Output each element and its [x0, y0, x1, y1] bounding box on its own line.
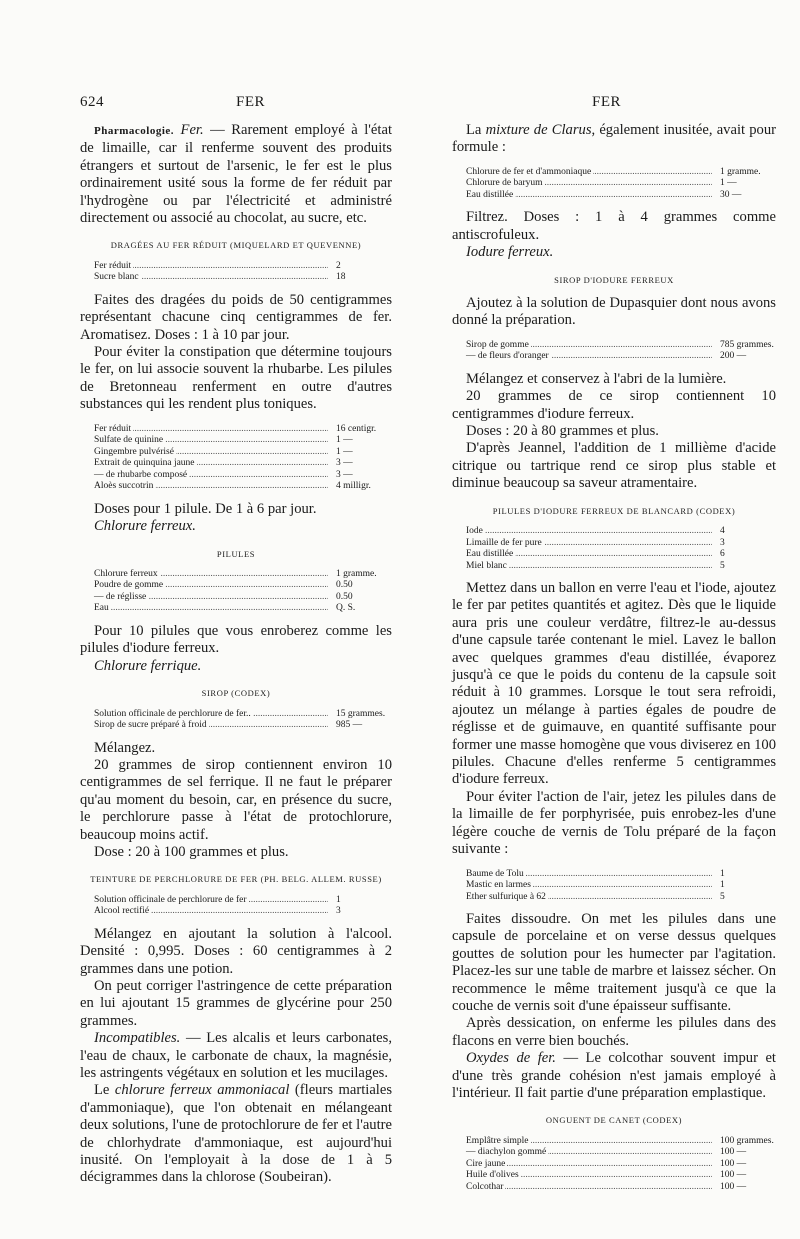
recipe-title: SIROP D'IODURE FERREUX — [554, 274, 674, 285]
paragraph: Pour éviter l'action de l'air, jetez les pilules dans de la limaille de fer porphyrisée, puis enrobez-les d'une légère couche de vernis de Tolu préparé de la façon suivante : — [452, 788, 776, 858]
recipe-row — [80, 261, 392, 273]
recipe-row — [452, 351, 776, 363]
recipe-row — [452, 190, 776, 202]
recipe-title: PILULES — [216, 548, 256, 559]
ingredient-name: Limaille de fer pure — [466, 537, 542, 548]
ingredient-name: Alcool rectifié — [94, 906, 150, 917]
paragraph: Mélangez. — [94, 739, 156, 756]
ingredient-name: Solution officinale de perchlorure de fer.. — [94, 708, 251, 719]
ingredient-quantity: 100 — — [720, 1181, 747, 1192]
recipe-row — [80, 481, 392, 493]
ingredient-name: Fer réduit — [94, 260, 132, 271]
paragraph: Filtrez. Doses : 1 à 4 grammes comme antiscrofuleux. — [452, 209, 776, 243]
recipe-row — [80, 435, 392, 447]
recipe-row — [452, 880, 776, 892]
paragraph: La mixture de Clarus, également inusitée, avait pour formule : — [452, 122, 776, 156]
ingredient-name: Miel blanc — [466, 560, 507, 571]
ingredient-name: Poudre de gomme — [94, 580, 164, 591]
recipe-table — [80, 261, 392, 284]
recipe-row — [452, 526, 776, 538]
recipe-row — [80, 447, 392, 459]
ingredient-quantity: 16 centigr. — [336, 423, 377, 434]
ingredient-quantity: 1 — [720, 880, 725, 890]
ingredient-name: — diachylon gommé — [466, 1147, 547, 1158]
recipe-row — [80, 580, 392, 592]
ingredient-quantity: 100 — — [720, 1147, 747, 1158]
recipe-title: ONGUENT DE CANET (CODEX) — [545, 1115, 683, 1126]
section-lead: Pharmacologie. — [94, 125, 175, 137]
recipe-row — [80, 603, 392, 615]
ingredient-quantity: 3 — [336, 906, 341, 917]
recipe-table — [80, 709, 392, 732]
ingredient-name: — de rhubarbe composé — [94, 469, 188, 480]
paragraph: Pour éviter la constipation que détermine toujours le fer, on lui associe souvent la rhubarbe. Les pilules de Bretonneau renferment en outre d'autres substances qui les rendent plus toniques. — [80, 344, 392, 413]
recipe-title: PILULES D'IODURE FERREUX DE BLANCARD (CODEX) — [492, 505, 736, 516]
ingredient-quantity: 30 — — [720, 189, 742, 200]
ingredient-quantity: 1 — — [336, 446, 353, 457]
left-column — [80, 122, 392, 1187]
right-column — [452, 122, 776, 1201]
ingredient-name: Colcothar — [466, 1181, 504, 1192]
paragraph: Pour 10 pilules que vous enroberez comme les pilules d'iodure ferreux. — [80, 622, 392, 657]
ingredient-quantity: 5 — [720, 891, 725, 902]
ingredient-quantity: 6 — [720, 549, 725, 559]
ingredient-name: Cire jaune — [466, 1158, 506, 1169]
ingredient-quantity: 1 — [720, 868, 725, 879]
page-number: 624 — [80, 94, 104, 110]
pharmacologie-paragraph: Pharmacologie. Fer. — Rarement employé à l'état de limaille, car il renferme souvent des produits étrangers et surtout de l'arsenic, le fer est le plus ordinairement usité sous la forme de fer réduit par l'hydrogène ou par l'électricité et administré directement ou associé au chocolat, au sucre, etc. — [80, 122, 392, 227]
recipe-row — [80, 895, 392, 907]
running-title-left: FER — [236, 94, 266, 110]
ingredient-quantity: 3 — [720, 537, 725, 548]
paragraph: Doses : 20 à 80 grammes et plus. — [466, 422, 659, 439]
recipe-table — [452, 526, 776, 572]
paragraph: Le chlorure ferreux ammoniacal (fleurs martiales d'ammoniaque), que l'on obtenait en mélangeant deux solutions, l'une de protochlorure de fer et l'autre de chlorhydrate d'ammoniaque, est aujourd'hui inusité. On l'employait à la dose de 1 à 5 décigrammes dans la chlorose (Soubeiran). — [80, 1082, 393, 1186]
recipe-row — [452, 538, 776, 550]
recipe-row — [452, 1182, 776, 1194]
incompatibles-paragraph: Incompatibles. — Les alcalis et leurs carbonates, l'eau de chaux, le carbonate de chaux, la magnésie, les astringents végétaux en solution et les mucilages. — [80, 1030, 392, 1082]
ingredient-quantity: 1 — — [720, 178, 737, 189]
recipe-row — [452, 340, 776, 352]
paragraph: Doses pour 1 pilule. De 1 à 6 par jour. — [94, 500, 317, 517]
recipe-title: SIROP (CODEX) — [201, 688, 271, 699]
ingredient-name: Sirop de gomme — [466, 339, 529, 350]
ingredient-quantity: 985 — — [336, 720, 363, 731]
recipe-row — [80, 424, 392, 436]
paragraph: Faites dissoudre. On met les pilules dans une capsule de porcelaine et on verse dessus quelques gouttes de solution pour les humecter par l'agitation. Placez-les sur une table de marbre et laissez sécher. On recommence le même traitement jusqu'à ce que la couche de vernis soit d'une épaisseur suffisante. — [452, 911, 776, 1015]
ingredient-quantity: 200 — — [720, 351, 747, 362]
paragraph: On peut corriger l'astringence de cette préparation en lui ajoutant 15 grammes de glycérine pour 250 grammes. — [80, 978, 392, 1029]
ingredient-name: — de réglisse — [94, 591, 147, 602]
ingredient-quantity: 1 gramme. — [336, 568, 377, 579]
ingredient-name: Chlorure de fer et d'ammoniaque — [466, 166, 592, 177]
ingredient-name: Mastic en larmes — [466, 880, 531, 890]
ingredient-name: Sulfate de quinine — [94, 435, 164, 446]
ingredient-quantity: 0.50 — [336, 580, 353, 591]
recipe-row — [80, 569, 392, 581]
subheading: Iodure ferreux. — [466, 244, 554, 261]
paragraph: Après dessication, on enferme les pilules dans des flacons en verre bien bouchés. — [452, 1015, 776, 1049]
paragraph: Dose : 20 à 100 grammes et plus. — [94, 843, 289, 860]
recipe-row — [452, 561, 776, 573]
recipe-table — [80, 895, 392, 918]
recipe-row — [452, 167, 776, 179]
ingredient-name: Eau distillée — [466, 549, 514, 559]
ingredient-name: Fer réduit — [94, 423, 132, 434]
recipe-row — [80, 592, 392, 604]
ingredient-quantity: 5 — [720, 560, 725, 571]
running-title-right: FER — [592, 94, 622, 110]
ingredient-name: Éther sulfurique à 62 — [466, 891, 546, 902]
ingredient-name: Eau — [94, 603, 109, 614]
ingredient-name: Iode — [466, 526, 483, 536]
paragraph: Mélangez en ajoutant la solution à l'alcool. Densité : 0,995. Doses : 60 centigrammes à 2 grammes dans une potion. — [80, 925, 392, 977]
recipe-table — [452, 1136, 776, 1194]
ingredient-name: Aloès succotrin — [94, 481, 154, 492]
ingredient-quantity: 3 — — [336, 469, 353, 480]
ingredient-name: — de fleurs d'oranger — [466, 351, 549, 362]
paragraph: D'après Jeannel, l'addition de 1 millième d'acide citrique ou tartrique rend ce sirop plus stable et diminue beaucoup sa saveur atramentaire. — [452, 440, 776, 492]
ingredient-quantity: 18 — [336, 272, 346, 283]
recipe-row — [80, 906, 392, 918]
ingredient-quantity: 100 grammes. — [720, 1135, 774, 1146]
paragraph: 20 grammes de ce sirop contiennent 10 centigrammes d'iodure ferreux. — [452, 388, 776, 422]
paragraph: 20 grammes de sirop contiennent environ 10 centigrammes de sel ferrique. Il ne faut le préparer qu'au moment du besoin, car, en présence du sucre, le perchlorure passe à l'état de protochlorure, beaucoup moins actif. — [80, 756, 392, 843]
paragraph: Oxydes de fer. — Le colcothar souvent impur et d'une très grande cohésion n'est jamais employé à l'intérieur. Il fait partie d'une préparation emplastique. — [452, 1050, 776, 1102]
recipe-row — [80, 709, 392, 721]
recipe-row — [80, 470, 392, 482]
ingredient-name: Emplâtre simple — [466, 1135, 529, 1146]
ingredient-quantity: 785 grammes. — [720, 339, 774, 350]
ingredient-quantity: 1 — — [336, 435, 353, 446]
ingredient-quantity: 4 milligr. — [336, 481, 371, 492]
ingredient-quantity: 15 grammes. — [336, 708, 386, 719]
paragraph: Mettez dans un ballon en verre l'eau et l'iode, ajoutez le fer par petites quantités et agitez. Dès que le liquide aura pris une couleur verdâtre, filtrez-le au-dessus d'une capsule tarée contenant le miel. Lavez le ballon avec quelques grammes d'eau distillée, évaporez jusqu'à ce que le poids du contenu de la capsule soit réduit à 10 grammes. Lorsque le tout sera refroidi, ajoutez un mélange à parties égales de poudre de réglisse et de guimauve, en quantité suffisante pour former une masse homogène que vous diviserez en 100 pilules. Chacune d'elles renferme 5 centigrammes d'iodure ferreux. — [452, 580, 776, 788]
ingredient-name: Baume de Tolu — [466, 868, 524, 879]
paragraph: Ajoutez à la solution de Dupasquier dont nous avons donné la préparation. — [452, 294, 776, 329]
recipe-row — [452, 1159, 776, 1171]
ingredient-name: Eau distillée — [466, 189, 514, 200]
ingredient-name: Solution officinale de perchlorure de fer — [94, 894, 247, 905]
ingredient-quantity: 3 — — [336, 458, 353, 469]
recipe-row — [452, 1170, 776, 1182]
ingredient-quantity: 1 — [336, 894, 341, 905]
recipe-row — [80, 272, 392, 284]
recipe-table — [452, 167, 776, 202]
subheading: Chlorure ferrique. — [94, 657, 202, 674]
paragraph: Faites des dragées du poids de 50 centigrammes représentant chacune cinq centigrammes de fer. Aromatisez. Doses : 1 à 10 par jour. — [80, 291, 392, 343]
recipe-table — [452, 340, 776, 363]
ingredient-name: Huile d'olives — [466, 1170, 519, 1181]
ingredient-name: Chlorure de baryum — [466, 178, 543, 189]
recipe-row — [452, 178, 776, 190]
recipe-row — [452, 869, 776, 881]
ingredient-quantity: 100 — — [720, 1158, 747, 1169]
ingredient-quantity: 0.50 — [336, 591, 353, 602]
subheading: Chlorure ferreux. — [94, 518, 196, 535]
ingredient-name: Chlorure ferreux — [94, 568, 158, 579]
ingredient-name: Sirop de sucre préparé à froid — [94, 720, 207, 731]
recipe-title: TEINTURE DE PERCHLORURE DE FER (PH. BELG. ALLEM. RUSSE) — [90, 874, 382, 885]
recipe-title: DRAGÉES AU FER RÉDUIT (MIQUELARD ET QUEVENNE) — [110, 240, 362, 251]
ingredient-quantity: 1 gramme. — [720, 166, 761, 177]
ingredient-quantity: 100 — — [720, 1170, 747, 1181]
recipe-table — [80, 569, 392, 615]
ingredient-quantity: Q. S. — [336, 603, 356, 614]
paragraph: Mélangez et conservez à l'abri de la lumière. — [466, 370, 727, 387]
recipe-row — [452, 892, 776, 904]
recipe-row — [452, 549, 776, 561]
recipe-row — [452, 1147, 776, 1159]
ingredient-name: Extrait de quinquina jaune — [94, 458, 195, 469]
recipe-table — [452, 869, 776, 904]
recipe-table — [80, 424, 392, 493]
ingredient-name: Gingembre pulvérisé — [94, 446, 174, 457]
recipe-row — [80, 458, 392, 470]
recipe-row — [452, 1136, 776, 1148]
recipe-row — [80, 720, 392, 732]
ingredient-quantity: 4 — [720, 526, 725, 536]
ingredient-quantity: 2 — [336, 260, 341, 271]
ingredient-name: Sucre blanc — [94, 272, 139, 283]
